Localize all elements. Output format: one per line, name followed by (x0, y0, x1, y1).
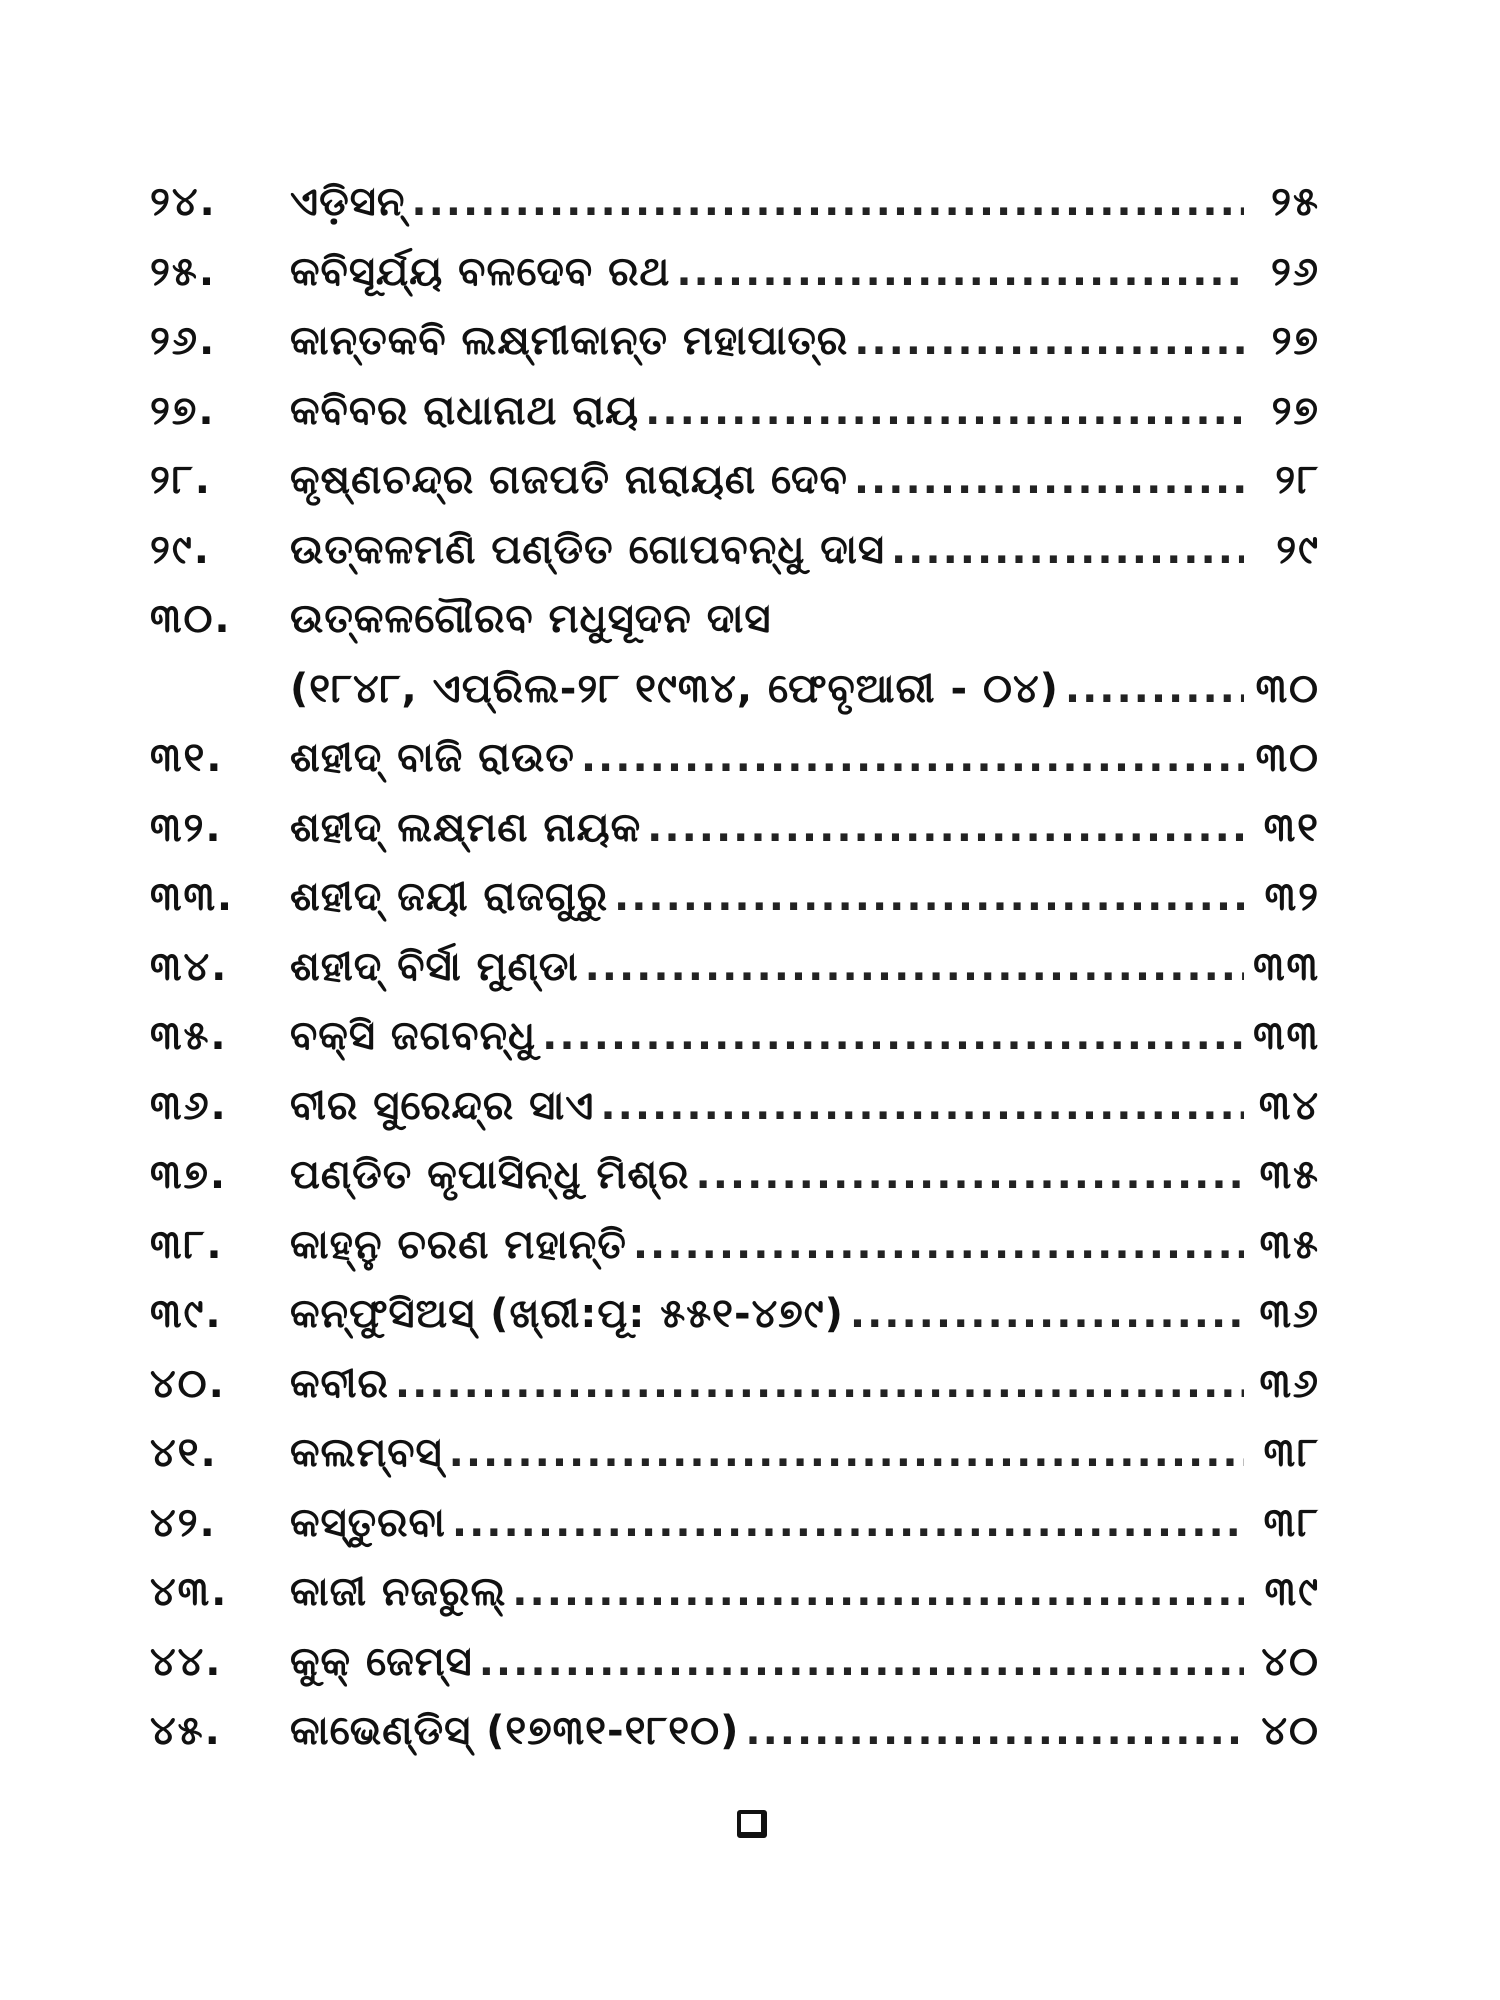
toc-entry-number: ୩୬. (150, 1082, 228, 1129)
toc-entry (150, 585, 1320, 655)
toc-entry-number: ୪୩. (150, 1569, 229, 1615)
toc-entry-title: ଶହୀଦ୍ ବାଜି ରାଉତ (290, 735, 575, 781)
toc-entry-number: ୨୮. (150, 457, 212, 503)
toc-entry (150, 1628, 1320, 1698)
toc-entry-number: ୩୪. (150, 943, 229, 990)
toc-dot-leader (891, 516, 1244, 586)
toc-entry-title: ଉତ୍କଳଗୌରବ ମଧୁସୂଦନ ଦାସ (290, 596, 772, 642)
toc-entry-page: ୩୬ (1259, 1360, 1320, 1407)
toc-entry-number: ୩୦. (150, 596, 232, 642)
toc-entry-title: (୧୮୪୮, ଏପ୍ରିଲ-୨୮ ୧୯୩୪, ଫେବୃଆରୀ - ୦୪) (290, 665, 1059, 712)
square-end-mark-icon (737, 1810, 767, 1838)
toc-entry-number: ୪୨. (150, 1499, 217, 1546)
toc-entry-page: ୩୬ (1259, 1291, 1320, 1337)
toc-entry-number: ୩୨. (150, 804, 223, 851)
toc-entry-page: ୩୫ (1259, 1221, 1320, 1268)
toc-entry-page: ୨୬ (1270, 248, 1320, 295)
toc-entry (150, 1489, 1320, 1559)
toc-dot-leader (411, 168, 1244, 238)
toc-entry (150, 446, 1320, 516)
toc-dot-leader (850, 1280, 1244, 1350)
toc-entry-number: ୩୮. (150, 1221, 224, 1268)
toc-entry-number: ୨୫. (150, 248, 217, 295)
toc-dot-leader (745, 1697, 1244, 1767)
toc-entry-number: ୪୦. (150, 1360, 226, 1407)
toc-entry-title: ଏଡ଼ିସନ୍ (290, 179, 406, 225)
toc-entry-title: ବକ୍ସି ଜଗବନ୍ଧୁ (290, 1013, 537, 1059)
toc-entry-number: ୨୭. (150, 387, 216, 434)
toc-entry-page: ୩୩ (1253, 943, 1320, 990)
toc-entry-title: କନ୍‌ଫୁସିଅସ୍ (ଖ୍ରୀ:ପୂ: ୫୫୧-୪୭୯) (290, 1291, 844, 1337)
toc-entry (150, 655, 1320, 725)
toc-entry-title: ଶହୀଦ୍ ଜୟୀ ରାଜଗୁରୁ (290, 874, 609, 920)
table-of-contents (150, 168, 1320, 1767)
toc-entry-page: ୩୫ (1259, 1152, 1320, 1198)
toc-entry-number: ୪୧. (150, 1430, 218, 1476)
toc-dot-leader (449, 1419, 1244, 1489)
toc-entry-page: ୨୫ (1271, 179, 1320, 225)
toc-entry-number: ୩୩. (150, 874, 235, 920)
toc-entry (150, 1002, 1320, 1072)
toc-entry-page: ୩୧ (1263, 804, 1320, 851)
toc-entry (150, 1697, 1320, 1767)
toc-dot-leader (585, 933, 1244, 1003)
toc-entry-page: ୨୮ (1275, 457, 1320, 503)
toc-entry-page: ୨୭ (1271, 387, 1320, 434)
toc-dot-leader (600, 1072, 1244, 1142)
toc-entry-title: ଉତ୍କଳମଣି ପଣ୍ଡିତ ଗୋପବନ୍ଧୁ ଦାସ (290, 526, 885, 573)
toc-entry-number: ୨୬. (150, 318, 217, 364)
toc-entry-title: କାହ୍ନୁ ଚରଣ ମହାନ୍ତି (290, 1221, 627, 1268)
toc-dot-leader (542, 1002, 1244, 1072)
toc-entry (150, 1072, 1320, 1142)
toc-entry-title: କୃଷ୍ଣଚନ୍ଦ୍ର ଗଜପତି ନାରାୟଣ ଦେବ (290, 457, 848, 503)
toc-entry (150, 516, 1320, 586)
toc-dot-leader (676, 238, 1244, 308)
toc-entry-page: ୩୦ (1255, 665, 1320, 712)
toc-entry-page: ୨୯ (1276, 526, 1320, 573)
toc-entry-number: ୪୫. (150, 1708, 222, 1754)
toc-dot-leader (854, 307, 1244, 377)
toc-entry (150, 307, 1320, 377)
toc-dot-leader (696, 1141, 1245, 1211)
toc-entry (150, 863, 1320, 933)
toc-entry-title: ବୀର ସୁରେନ୍ଦ୍ର ସାଏ (290, 1082, 595, 1129)
toc-entry-number: ୩୯. (150, 1291, 223, 1337)
toc-dot-leader (633, 1211, 1244, 1281)
toc-entry-title: କୁକ୍ ଜେମ୍ସ (290, 1638, 473, 1685)
toc-entry-number: ୨୪. (150, 179, 217, 225)
toc-entry (150, 238, 1320, 308)
toc-entry-title: କାଜୀ ନଜରୁଲ୍ (290, 1569, 507, 1615)
toc-entry (150, 1211, 1320, 1281)
toc-entry-page: ୩୮ (1263, 1430, 1320, 1476)
toc-entry-title: କବିବର ରାଧାନାଥ ରାୟ (290, 387, 640, 434)
toc-entry-number: ୨୯. (150, 526, 211, 573)
toc-entry-page: ୪୦ (1261, 1638, 1320, 1685)
toc-dot-leader (614, 863, 1244, 933)
toc-entry (150, 1280, 1320, 1350)
toc-entry-number: ୩୧. (150, 735, 224, 781)
toc-dot-leader (395, 1350, 1244, 1420)
toc-dot-leader (1065, 655, 1244, 725)
toc-entry-title: କାଭେଣ୍ଡିସ୍ (୧୭୩୧-୧୮୧୦) (290, 1708, 740, 1754)
toc-entry (150, 933, 1320, 1003)
toc-dot-leader (854, 446, 1244, 516)
toc-dot-leader (512, 1558, 1244, 1628)
toc-dot-leader (581, 724, 1244, 794)
toc-entry-page: ୩୦ (1255, 735, 1320, 781)
toc-entry-title: କବିସୂର୍ଯ୍ୟ ବଳଦେବ ରଥ (290, 248, 671, 295)
toc-dot-leader (645, 377, 1244, 447)
toc-entry-title: ପଣ୍ଡିତ କୃପାସିନ୍ଧୁ ମିଶ୍ର (290, 1152, 690, 1198)
toc-entry-page: ୩୮ (1263, 1499, 1320, 1546)
toc-entry (150, 1419, 1320, 1489)
toc-entry (150, 794, 1320, 864)
toc-entry-page: ୩୨ (1264, 874, 1320, 920)
toc-entry-page: ୩୯ (1264, 1569, 1320, 1615)
toc-entry-title: ଶହୀଦ୍ ବିର୍ସା ମୁଣ୍ଡା (290, 943, 579, 990)
toc-entry-title: କଲମ୍ବସ୍ (290, 1430, 443, 1476)
toc-entry-page: ୩୪ (1258, 1082, 1320, 1129)
toc-entry (150, 1558, 1320, 1628)
toc-dot-leader (479, 1628, 1244, 1698)
toc-entry (150, 168, 1320, 238)
toc-dot-leader (647, 794, 1244, 864)
toc-entry (150, 1141, 1320, 1211)
toc-dot-leader (452, 1489, 1244, 1559)
toc-entry-title: ଶହୀଦ୍ ଲକ୍ଷ୍ମଣ ନାୟକ (290, 804, 642, 851)
toc-entry-number: ୩୫. (150, 1013, 228, 1059)
toc-entry (150, 1350, 1320, 1420)
toc-entry-title: କାନ୍ତକବି ଲକ୍ଷ୍ମୀକାନ୍ତ ମହାପାତ୍ର (290, 318, 849, 364)
toc-entry-page: ୨୭ (1271, 318, 1320, 364)
toc-entry-page: ୩୩ (1253, 1013, 1320, 1059)
toc-entry-title: କବୀର (290, 1360, 389, 1407)
toc-entry-number: ୪୪. (150, 1638, 223, 1685)
toc-entry-title: କସ୍ତୁରବା (290, 1499, 446, 1546)
toc-entry-page: ୪୦ (1261, 1708, 1320, 1754)
toc-entry-number: ୩୭. (150, 1152, 228, 1198)
toc-entry (150, 377, 1320, 447)
toc-entry (150, 724, 1320, 794)
